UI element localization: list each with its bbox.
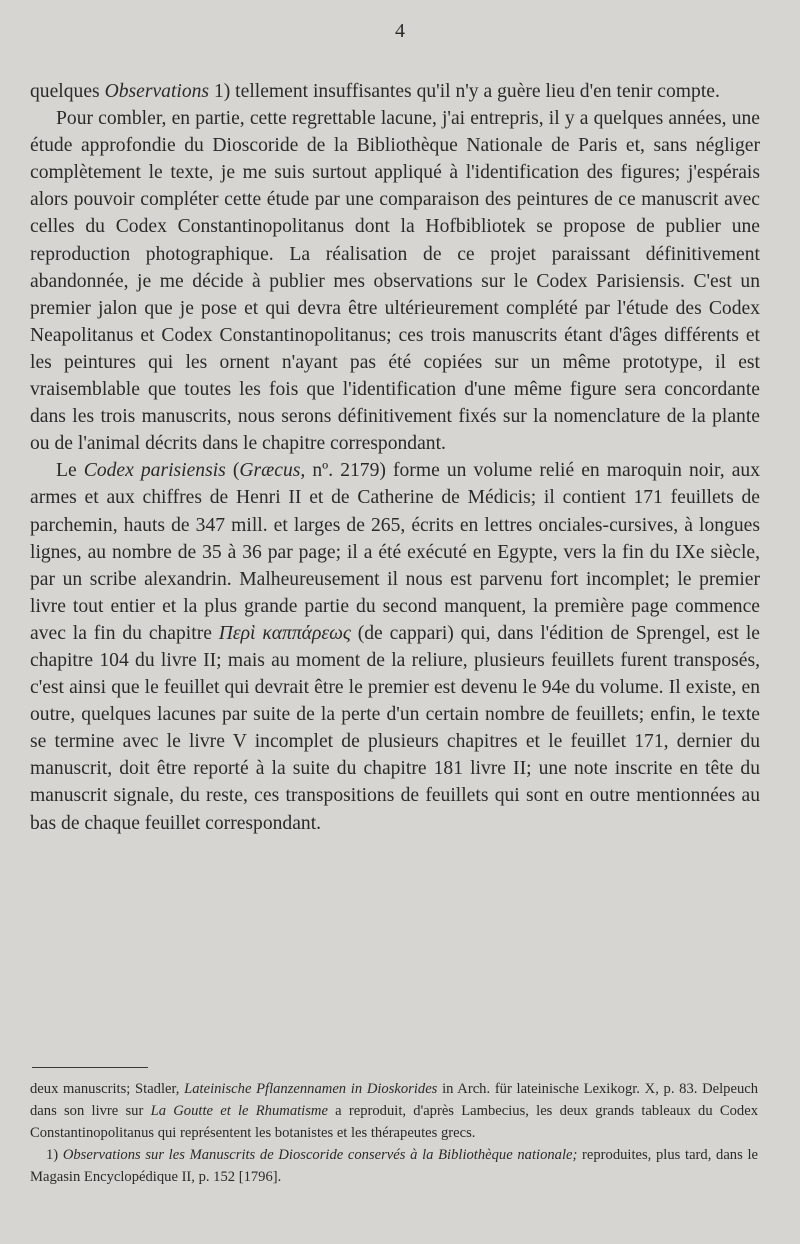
italic-footnote-observations: Observations sur les Manuscrits de Dioscoride conservés à la Bibliothèque nationale; (62, 1147, 578, 1163)
greek-chapter-title: Περὶ καππάρεως (218, 622, 351, 644)
italic-codex-name: Codex parisiensis (83, 460, 226, 482)
footnote-divider (32, 1067, 148, 1068)
footnote-1: 1) Observations sur les Manuscrits de Dioscoride conservés à la Bibliothèque nationale; reproduites, plus tard, dans le Magasin Encyclopédique II, p. 152 [1796]. (30, 1147, 758, 1185)
footnotes (30, 1078, 758, 1188)
page-number: 4 (395, 20, 405, 42)
italic-graecus: Græcus, (239, 460, 306, 482)
body-text (30, 78, 760, 837)
paragraph-2: Pour combler, en partie, cette regrettable lacune, j'ai entrepris, il y a quelques années, une étude approfondie du Dioscoride de la Bibliothèque Nationale de Paris et, sans négliger complètement le texte, je me suis surtout appliqué à l'identification des figures; j'espérais alors pouvoir compléter cette étude par une comparaison des peintures de ce manuscrit avec celles du Codex Constantinopolitanus dont la Hofbibliotek se propose de publier une reproduction photographique. La réalisation de ce projet paraissant définitivement abandonnée, je me décide à publier mes observations sur le Codex Parisiensis. C'est un premier jalon que je pose et qui devra être ultérieurement complété par l'étude des Codex Neapolitanus et Codex Constantinopolitanus; ces trois manuscrits étant d'âges différents et les peintures qui les ornent n'ayant pas été copiées sur un même prototype, il est vraisemblable que toutes les fois que l'identification d'une même figure sera concordante dans les trois manuscrits, nous serons définitivement fixés sur la nomenclature de la plante ou de l'animal décrits dans le chapitre correspondant. (30, 108, 760, 455)
italic-title: Observations (104, 81, 210, 102)
paragraph-1: quelques Observations 1) tellement insuffisantes qu'il n'y a guère lieu d'en tenir compte. (30, 81, 720, 102)
italic-footnote-title: Lateinische Pflanzennamen in Dioskorides (184, 1081, 438, 1097)
paragraph-3: Le Codex parisiensis (Græcus, nº. 2179) forme un volume relié en maroquin noir, aux armes et aux chiffres de Henri II et de Catherine de Médicis; il contient 171 feuillets de parchemin, hauts de 347 mill. et larges de 265, écrits en lettres onciales-cursives, à longues lignes, au nombre de 35 à 36 par page; il a été exécuté en Egypte, vers la fin du IXe siècle, par un scribe alexandrin. Malheureusement il nous est parvenu fort incomplet; le premier livre tout entier et la plus grande partie du second manquent, la première page commence avec la fin du chapitre Περὶ καππάρεως (de cappari) qui, dans l'édition de Sprengel, est le chapitre 104 du livre II; mais au moment de la reliure, plusieurs feuillets furent transposés, c'est ainsi que le feuillet qui devrait être le premier est devenu le 94e du volume. Il existe, en outre, quelques lacunes par suite de la perte d'un certain nombre de feuillets; enfin, le texte se termine avec le livre V incomplet de plusieurs chapitres et le feuillet 171, dernier du manuscrit, doit être reporté à la suite du chapitre 181 livre II; une note inscrite en tête du manuscrit signale, du reste, ces transpositions de feuillets qui sont en outre mentionnées au bas de chaque feuillet correspondant. (30, 460, 760, 834)
footnote-continuation: deux manuscrits; Stadler, Lateinische Pflanzennamen in Dioskorides in Arch. für lateinische Lexikogr. X, p. 83. Delpeuch dans son livre sur La Goutte et le Rhumatisme a reproduit, d'après Lambecius, les deux grands tableaux du Codex Constantinopolitanus qui représentent les botanistes et les thérapeutes grecs. (30, 1081, 759, 1141)
italic-footnote-book: La Goutte et le Rhumatisme (150, 1103, 328, 1119)
